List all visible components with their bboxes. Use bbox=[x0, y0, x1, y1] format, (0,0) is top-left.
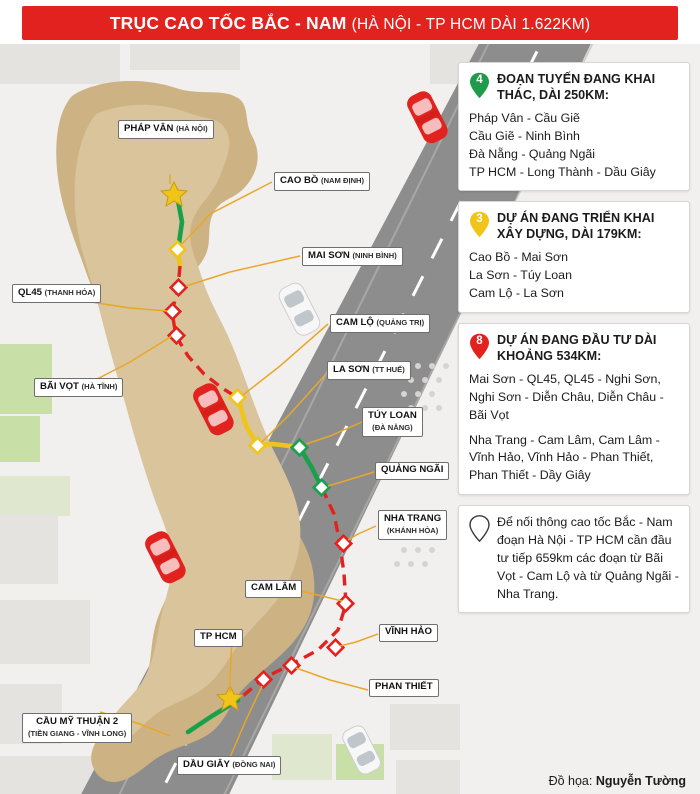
legend-panel bbox=[458, 62, 690, 613]
map-pin-outline-icon bbox=[469, 515, 490, 542]
credit bbox=[549, 774, 686, 788]
map-label-text: TÚY LOAN bbox=[368, 410, 417, 421]
map-label-text: LA SƠN bbox=[333, 364, 370, 375]
map-label-tp-hcm bbox=[194, 629, 243, 647]
page-title-main: TRỤC CAO TỐC BẮC - NAM bbox=[109, 12, 347, 33]
map-label-sub: (QUẢNG TRỊ) bbox=[376, 318, 425, 327]
map-label-sub: (THANH HÓA) bbox=[44, 288, 96, 297]
legend-note-text: Để nối thông cao tốc Bắc - Nam đoạn Hà Nội - TP HCM cần đầu tư tiếp 659km các đoạn từ Bãi Vọt - Cam Lộ và từ Quảng Ngãi - Nha Trang. bbox=[497, 515, 679, 601]
legend-card-number: 3 bbox=[476, 213, 483, 226]
map-label-text: CAO BỒ bbox=[280, 175, 319, 186]
map-label-sub: (ĐÀ NẴNG) bbox=[372, 422, 413, 432]
legend-card-list bbox=[469, 110, 679, 181]
map-pin-green-icon bbox=[469, 72, 490, 99]
credit-author: Nguyễn Tường bbox=[595, 774, 686, 788]
map-label-text: QUẢNG NGÃI bbox=[381, 464, 444, 475]
credit-label: Đồ họa: bbox=[548, 774, 593, 788]
map-label-text: BÃI VỌT bbox=[40, 381, 79, 392]
map-label-text: VĨNH HẢO bbox=[385, 626, 432, 637]
map-label-sub: (TT HUẾ) bbox=[372, 365, 405, 374]
map-pin-red-icon bbox=[469, 333, 490, 360]
page-header bbox=[22, 6, 678, 40]
legend-card-header bbox=[469, 332, 679, 365]
list-item: La Sơn - Túy Loan bbox=[469, 268, 572, 283]
map-label-text: CAM LỘ bbox=[336, 317, 374, 328]
map-label-quang-ngai bbox=[375, 462, 449, 480]
map-label-cao-bo bbox=[274, 172, 370, 191]
map-label-la-son bbox=[327, 361, 411, 380]
map-label-mai-son bbox=[302, 247, 403, 266]
map-label-cau-my-thuan-2 bbox=[22, 713, 132, 743]
map-label-sub: (NINH BÌNH) bbox=[352, 251, 397, 260]
map-label-sub: (NAM ĐỊNH) bbox=[321, 176, 365, 185]
map-label-cam-lam bbox=[245, 580, 302, 598]
list-item: TP HCM - Long Thành - Dầu Giây bbox=[469, 164, 656, 179]
map-label-text: PHAN THIẾT bbox=[375, 681, 433, 692]
map-label-ql45 bbox=[12, 284, 101, 303]
map-label-text: TP HCM bbox=[200, 631, 237, 642]
map-label-text: DẦU GIÂY bbox=[183, 759, 230, 770]
legend-card-list bbox=[469, 249, 679, 303]
map-label-text: PHÁP VÂN bbox=[124, 123, 174, 134]
map-label-dau-giay bbox=[177, 756, 281, 775]
legend-card-title: ĐOẠN TUYẾN ĐANG KHAI THÁC, DÀI 250KM: bbox=[497, 72, 656, 102]
map-label-phap-van bbox=[118, 120, 214, 139]
legend-card-operating bbox=[458, 62, 690, 191]
list-item: Cầu Giẽ - Ninh Bình bbox=[469, 128, 580, 143]
list-item: Cao Bồ - Mai Sơn bbox=[469, 250, 569, 265]
map-label-sub: (ĐỒNG NAI) bbox=[232, 760, 276, 769]
map-label-phan-thiet bbox=[369, 679, 439, 697]
legend-card-number: 8 bbox=[476, 334, 483, 347]
map-pin-yellow-icon bbox=[469, 211, 490, 238]
list-item: Nha Trang - Cam Lâm, Cam Lâm - Vĩnh Hảo, Vĩnh Hảo - Phan Thiết, Phan Thiết - Dầy Giây bbox=[469, 432, 660, 483]
list-item: Mai Sơn - QL45, QL45 - Nghi Sơn, Nghi Sơn - Diễn Châu, Diễn Châu - Bãi Vọt bbox=[469, 371, 664, 422]
map-label-sub: (KHÁNH HÒA) bbox=[386, 525, 439, 535]
map-label-text: QL45 bbox=[18, 287, 42, 298]
map-label-text: CAM LÂM bbox=[251, 582, 297, 593]
page-title bbox=[110, 13, 590, 34]
map-label-text: MAI SƠN bbox=[308, 250, 350, 261]
map-stage bbox=[0, 44, 700, 794]
map-label-sub: (TIỀN GIANG - VĨNH LONG) bbox=[28, 728, 127, 738]
map-label-sub: (HÀ TĨNH) bbox=[81, 382, 118, 391]
legend-card-list bbox=[469, 371, 679, 485]
list-item: Pháp Vân - Cầu Giẽ bbox=[469, 110, 580, 125]
legend-card-note bbox=[458, 505, 690, 613]
map-label-vinh-hao bbox=[379, 624, 438, 642]
legend-card-header bbox=[469, 71, 679, 104]
map-label-nha-trang bbox=[378, 510, 447, 540]
legend-card-under-construction bbox=[458, 201, 690, 313]
map-label-bai-vot bbox=[34, 378, 123, 397]
legend-card-number: 4 bbox=[476, 74, 483, 86]
legend-card-title: DỰ ÁN ĐANG ĐẦU TƯ DÀI KHOẢNG 534KM: bbox=[497, 332, 657, 363]
legend-card-planned bbox=[458, 323, 690, 495]
map-label-sub: (HÀ NỘI) bbox=[176, 124, 208, 133]
map-label-text: CẦU MỸ THUẬN 2 bbox=[36, 716, 119, 727]
map-label-text: NHA TRANG bbox=[384, 513, 442, 524]
page-title-sub: (HÀ NỘI - TP HCM DÀI 1.622KM) bbox=[351, 15, 591, 33]
list-item: Cam Lộ - La Sơn bbox=[469, 286, 564, 301]
list-item: Đà Nẵng - Quảng Ngãi bbox=[469, 146, 596, 161]
legend-card-header bbox=[469, 210, 679, 243]
map-label-cam-lo bbox=[330, 314, 430, 333]
legend-card-title: DỰ ÁN ĐANG TRIỂN KHAI XÂY DỰNG, DÀI 179KM: bbox=[497, 211, 655, 242]
map-label-tuy-loan bbox=[362, 407, 423, 437]
